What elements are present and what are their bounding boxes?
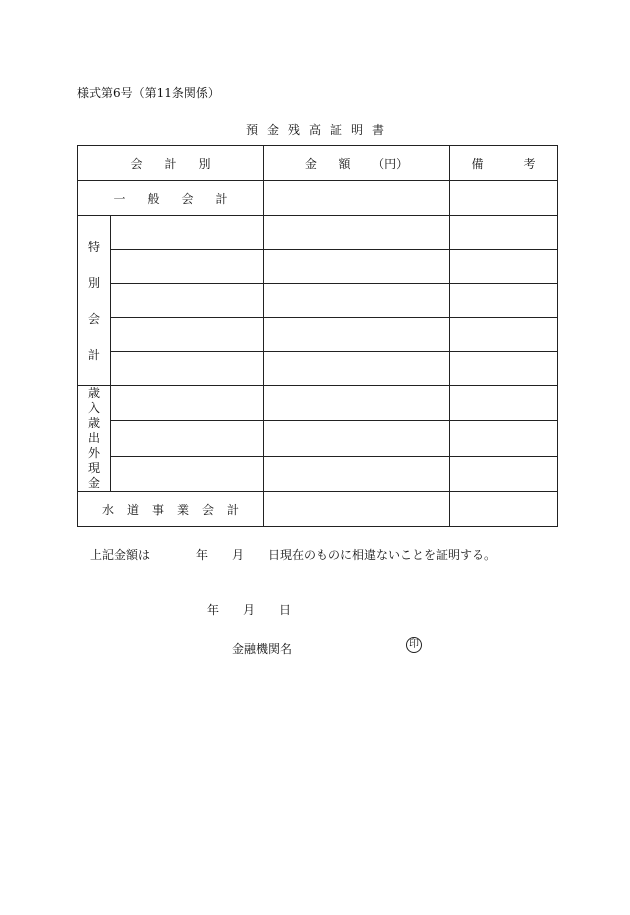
header-amount-suffix: 額: [338, 156, 351, 171]
remarks-cell[interactable]: [450, 250, 558, 284]
statement-month: 月: [232, 548, 245, 562]
amount-cell[interactable]: [264, 318, 450, 352]
remarks-cell[interactable]: [450, 216, 558, 250]
table-row-water: [78, 492, 558, 527]
account-name-cell[interactable]: [111, 456, 264, 491]
cash-account-label: 歳 入 歳 出 外 現 金: [78, 386, 111, 492]
water-account-label-cell: [78, 492, 264, 527]
remarks-cell[interactable]: [450, 284, 558, 318]
remarks-cell[interactable]: [450, 492, 558, 527]
amount-cell[interactable]: [264, 492, 450, 527]
account-name-cell[interactable]: [111, 421, 264, 456]
seal-mark-icon: 印: [406, 637, 422, 653]
table-row-special: [78, 284, 558, 318]
remarks-cell[interactable]: [450, 386, 558, 421]
remarks-cell[interactable]: [450, 352, 558, 386]
statement-prefix: 上記金額は: [90, 548, 151, 562]
account-name-cell[interactable]: [111, 216, 264, 250]
amount-cell[interactable]: [264, 216, 450, 250]
header-account: [78, 146, 264, 181]
certification-statement: [90, 546, 496, 563]
issue-day: 日: [279, 603, 292, 617]
statement-suffix: 日現在のものに相違ないことを証明する。: [268, 548, 497, 562]
amount-cell[interactable]: [264, 386, 450, 421]
amount-cell[interactable]: [264, 250, 450, 284]
issue-year: 年: [207, 603, 220, 617]
remarks-cell[interactable]: [450, 181, 558, 216]
header-amount-unit: （円）: [372, 156, 409, 171]
account-name-cell[interactable]: [111, 250, 264, 284]
header-remarks-2: 考: [523, 156, 536, 171]
table-row-special: [78, 318, 558, 352]
general-account-label-cell: [78, 181, 264, 216]
remarks-cell[interactable]: [450, 456, 558, 491]
amount-cell[interactable]: [264, 181, 450, 216]
remarks-cell[interactable]: [450, 421, 558, 456]
document-title: 預金残高証明書: [245, 123, 393, 137]
account-name-cell[interactable]: [111, 284, 264, 318]
water-account-label: 水道事業会計: [101, 502, 252, 517]
special-account-label: 特 別 会 計: [78, 216, 111, 386]
header-remarks: [450, 146, 558, 181]
balance-table: [77, 145, 558, 527]
header-amount: [264, 146, 450, 181]
issue-date: [207, 601, 291, 618]
amount-cell[interactable]: [264, 456, 450, 491]
account-name-cell[interactable]: [111, 386, 264, 421]
statement-year: 年: [196, 548, 209, 562]
general-account-label: 一般会計: [113, 191, 250, 206]
table-row-general: [78, 181, 558, 216]
account-name-cell[interactable]: [111, 352, 264, 386]
table-row-cash: [78, 421, 558, 456]
header-remarks-1: 備: [471, 156, 484, 171]
table-row-cash: [78, 456, 558, 491]
table-row-special: [78, 352, 558, 386]
issue-month: 月: [243, 603, 256, 617]
amount-cell[interactable]: [264, 352, 450, 386]
header-amount-label: 金: [304, 156, 317, 171]
table-header-row: [78, 146, 558, 181]
table-row-cash: [78, 386, 558, 421]
amount-cell[interactable]: [264, 284, 450, 318]
remarks-cell[interactable]: [450, 318, 558, 352]
header-account-label: 会計別: [130, 156, 233, 171]
table-row-special: [78, 216, 558, 250]
table-row-special: [78, 250, 558, 284]
amount-cell[interactable]: [264, 421, 450, 456]
institution-name-label: 金融機関名: [232, 642, 293, 656]
account-name-cell[interactable]: [111, 318, 264, 352]
form-number-label: 様式第6号（第11条関係）: [77, 86, 220, 100]
